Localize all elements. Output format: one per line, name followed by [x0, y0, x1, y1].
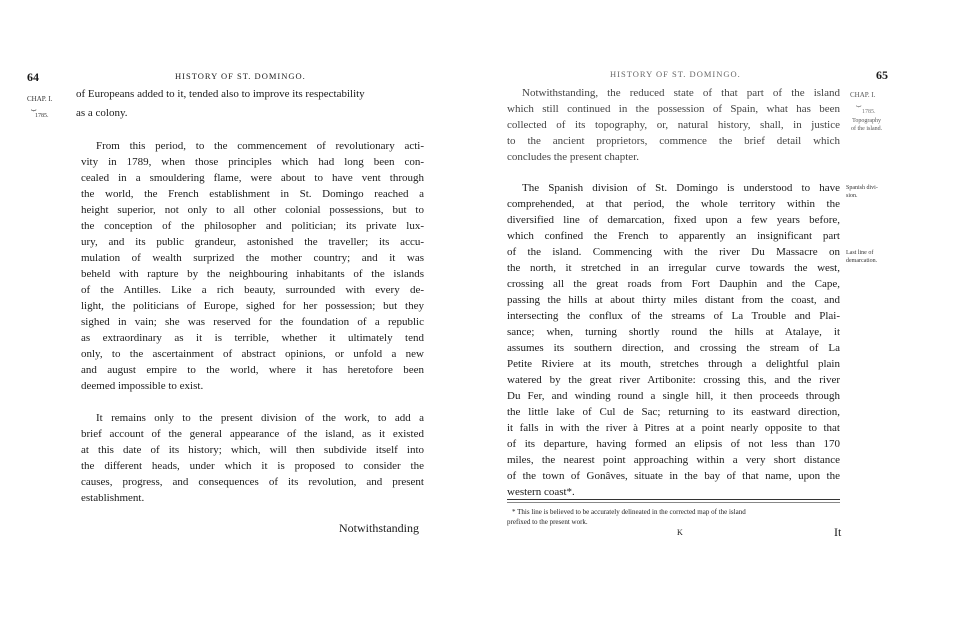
- text-line: at this date of its history; which, will then subdivide itself into: [81, 444, 424, 456]
- text-line: It remains only to the present division of the work, to add a: [96, 412, 424, 424]
- text-line: collected of its topography, or, natural history, shall, in justice: [507, 119, 840, 131]
- text-line: deemed impossible to exist.: [81, 380, 204, 392]
- footnote-line: prefixed to the present work.: [507, 518, 588, 526]
- text-line: the world, the French establishment in St. Domingo reached a: [81, 188, 424, 200]
- text-line: Petite Riviere at its mouth, stretches through a delightful plain: [507, 358, 840, 370]
- text-line: cealed in a smouldering flame, were about to have vent through: [81, 172, 424, 184]
- text-line: Notwithstanding, the reduced state of that part of the island: [522, 87, 840, 99]
- footnote-rule: [507, 502, 840, 503]
- text-line: causes, progress, and consequences of its revolution, and present: [81, 476, 424, 488]
- footnote-line: * This line is believed to be accurately delineated in the corrected map of the island: [512, 508, 746, 516]
- running-head: HISTORY OF ST. DOMINGO.: [175, 71, 306, 81]
- text-line: only, to the ascertainment of abstract opinions, or unfold a new: [81, 348, 424, 360]
- text-line: and august empire to the world, where it has heretofore been: [81, 364, 424, 376]
- text-line: sighed in vain; she was reserved for the foundation of a republic: [81, 316, 424, 328]
- text-line: of the town of Gonâves, situate in the bay of that name, upon the: [507, 470, 840, 482]
- text-line: concludes the present chapter.: [507, 151, 639, 163]
- running-head: HISTORY OF ST. DOMINGO.: [610, 69, 741, 79]
- text-line: the conception of the philosopher and politician; its private lux-: [81, 220, 424, 232]
- text-line: light, the politicians of Europe, sighed for her possession; but they: [81, 300, 424, 312]
- text-line: From this period, to the commencement of revolutionary acti-: [96, 140, 424, 152]
- margin-note-topography: Topography of the island.: [851, 118, 883, 132]
- page-number: 65: [876, 68, 888, 82]
- text-line: of its departure, having formed an elipsis of not less than 170: [507, 438, 840, 450]
- text-line: the north, it stretched in an irregular curve towards the west,: [507, 262, 840, 274]
- margin-note-last-line: Last line of demarcation.: [846, 250, 878, 264]
- text-line: as a colony.: [76, 107, 128, 119]
- page-number: 64: [27, 70, 39, 84]
- text-line: of the island. Commencing with the river Du Massacre on: [507, 246, 840, 258]
- text-line: the little lake of Cul de Sac; returning to its eastward direction,: [507, 406, 840, 418]
- catchword: It: [834, 525, 842, 539]
- text-line: it falls in with the river à Pitres at a point nearly opposite to that: [507, 422, 840, 434]
- text-line: of the Antilles. Like a rich beauty, surrounded with every de-: [81, 284, 424, 296]
- text-line: crossing all the great roads from Fort Dauphin and the Cape,: [507, 278, 840, 290]
- text-line: establishment.: [81, 492, 145, 504]
- signature-mark: K: [677, 528, 683, 537]
- text-line: of Europeans added to it, tended also to improve its respectability: [76, 88, 365, 100]
- text-line: western coast*.: [507, 486, 575, 498]
- margin-chapter-label: CHAP. I.: [850, 91, 876, 99]
- text-line: vity in 1789, when those principles which had long been con-: [81, 156, 424, 168]
- text-line: which confined the French to apparently an insignificant part: [507, 230, 840, 242]
- margin-chapter-label: CHAP. I.: [27, 95, 53, 103]
- text-line: the different heads, under which it is proposed to consider the: [81, 460, 424, 472]
- right-page: [490, 0, 980, 618]
- margin-note-spanish-division: Spanish divi- sion.: [846, 185, 878, 199]
- text-line: to the ancient proprietors, commence the brief detail which: [507, 135, 840, 147]
- footnote-rule: [507, 499, 840, 500]
- text-line: assumes its southern direction, and crossing the stream of La: [507, 342, 840, 354]
- text-line: diversified line of demarcation, fixed upon a few years before,: [507, 214, 840, 226]
- text-line: intersecting the conflux of the streams of La Trouble and Plai-: [507, 310, 840, 322]
- text-line: passing the hills at about thirty miles distant from the coast, and: [507, 294, 840, 306]
- text-line: miles, the nearest point approaching within a very short distance: [507, 454, 840, 466]
- brace-mark: ⏟: [31, 101, 37, 111]
- text-line: The Spanish division of St. Domingo is understood to have: [522, 182, 840, 194]
- text-line: as extraordinary as it is terrible, whether it ultimately tend: [81, 332, 424, 344]
- text-line: comprehended, at that period, the whole territory within the: [507, 198, 840, 210]
- text-line: sance; when, turning shortly round the hills at Atalaye, it: [507, 326, 840, 338]
- margin-year-label: 1785.: [862, 109, 876, 115]
- catchword: Notwithstanding: [339, 521, 419, 535]
- text-line: brief account of the general appearance of the island, as it existed: [81, 428, 424, 440]
- text-line: mulation of wealth surprized the mother country; and it was: [81, 252, 424, 264]
- text-line: ury, and its public grandeur, astonished the traveller; its accu-: [81, 236, 424, 248]
- brace-mark: ⏟: [856, 97, 862, 107]
- margin-year-label: 1785.: [35, 113, 49, 119]
- text-line: height superior, not only to all other colonial possessions, but to: [81, 204, 424, 216]
- text-line: watered by the great river Artibonite: crossing this, and the river: [507, 374, 840, 386]
- text-line: Du Fer, and winding round a single hill, it then proceeds through: [507, 390, 840, 402]
- text-line: beheld with rapture by the neighbouring inhabitants of the islands: [81, 268, 424, 280]
- text-line: which still continued in the possession of Spain, what has been: [507, 103, 840, 115]
